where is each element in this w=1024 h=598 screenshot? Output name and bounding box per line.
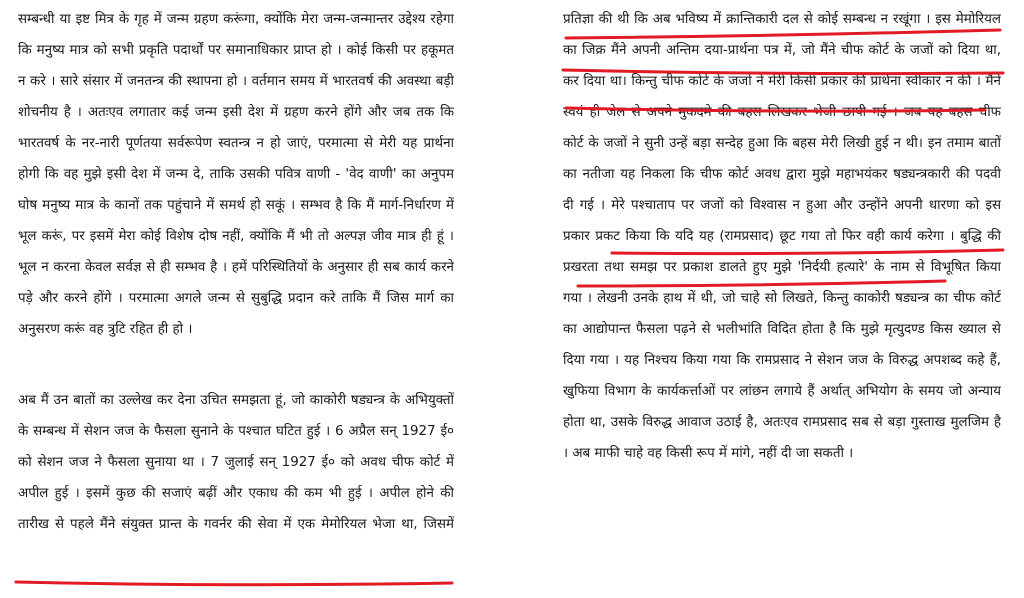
underline-mark	[16, 582, 452, 585]
text-line: प्रतिज्ञा की थी कि अब भविष्य में क्रान्तिकारी दल से कोई सम्बन्ध न रखूंगा । इस मेमोरियल	[563, 12, 1001, 27]
text-line: घोष मनुष्य मात्र के कानों तक पहुंचाने में समर्थ हो सकूं । सम्भव है कि मैं मार्ग-निर्धारण में	[18, 198, 454, 213]
text-line: गया । लेखनी उनके हाथ में थी, जो चाहे सो लिखते, किन्तु काकोरी षड्यन्त्र का चीफ कोर्ट	[563, 291, 1001, 306]
text-line: भूल करूं, पर इसमें मेरा कोई विशेष दोष नहीं, क्योंकि मैं भी तो अल्पज्ञ जीव मात्र ही हूं ।	[18, 229, 454, 244]
text-line: सम्बन्धी या इष्ट मित्र के गृह में जन्म ग्रहण करूंगा, क्योंकि मेरा जन्म-जन्मान्तर उद्देश्य रहेगा	[18, 12, 454, 27]
text-line: का नतीजा यह निकला कि चीफ कोर्ट अवध द्वारा मुझे महाभयंकर षड्यन्त्रकारी की पदवी	[563, 167, 1001, 182]
text-line: कर दिया था। किन्तु चीफ कोर्ट के जजों ने मेरी किसी प्रकार की प्रार्थना स्वीकार न की । मैंने	[563, 74, 1001, 89]
text-line: न करे । सारे संसार में जनतन्त्र की स्थापना हो । वर्तमान समय में भारतवर्ष की अवस्था बड़ी	[18, 74, 454, 89]
text-line: अपील हुई । इसमें कुछ की सजाएं बढ़ीं और एकाध की कम भी हुई । अपील होने की	[18, 486, 454, 501]
text-line: प्रकार प्रकट किया कि यदि यह (रामप्रसाद) छूट गया तो फिर वही कार्य करेगा । बुद्धि की	[563, 229, 1001, 244]
text-line: होता था, उसके विरुद्ध आवाज उठाई है, अतःएव रामप्रसाद सब से बड़ा गुस्ताख मुलजिम है	[563, 415, 1001, 430]
text-line: खुफिया विभाग के कार्यकर्त्ताओं पर लांछन लगाये हैं अर्थात् अभियोग के समय जो अन्याय	[563, 384, 1001, 399]
text-line: कि मनुष्य मात्र को सभी प्रकृति पदार्थों पर समानाधिकार प्राप्त हो । कोई किसी पर हकूमत	[18, 43, 454, 58]
text-line: कोर्ट के जजों ने सुनी उन्हें बड़ा सन्देह हुआ कि बहस मेरी लिखी हुई न थी। इन तमाम बातों	[563, 136, 1001, 151]
text-line: तारीख से पहले मैंने संयुक्त प्रान्त के गवर्नर की सेवा में एक मेमोरियल भेजा था, जिसमें	[18, 517, 454, 532]
text-line: अनुसरण करूं वह त्रुटि रहित ही हो ।	[18, 322, 193, 337]
text-line: पड़े और करने होंगे । परमात्मा अगले जन्म से सुबुद्धि प्रदान करे ताकि मैं जिस मार्ग का	[18, 291, 454, 306]
text-line: को सेशन जज ने फैसला सुनाया था । 7 जुलाई सन् 1927 ई० को अवध चीफ कोर्ट में	[18, 455, 454, 470]
text-line: के सम्बन्ध में सेशन जज के फैसला सुनाने के पश्चात घटित हुई । 6 अप्रैल सन् 1927 ई०	[18, 424, 454, 439]
text-line: दिया गया । यह निश्चय किया गया कि रामप्रसाद ने सेशन जज के विरुद्ध अपशब्द कहे हैं,	[563, 353, 1001, 368]
text-line: स्वयं ही जेल से अपने मुकदमे की बहस लिखकर भेजी छापी गई । जब यह बहस चीफ	[563, 105, 1001, 120]
text-line: प्रखरता तथा समझ पर प्रकाश डालते हुए मुझे 'निर्दयी हत्यारे' के नाम से विभूषित किया	[563, 260, 1001, 275]
text-line: । अब माफी चाहे वह किसी रूप में मांगे, नहीं दी जा सकती ।	[563, 446, 854, 461]
text-line: अब मैं उन बातों का उल्लेख कर देना उचित समझता हूं, जो काकोरी षड्यन्त्र के अभियुक्तों	[18, 393, 454, 408]
text-line: दी गई । मेरे पश्चाताप पर जजों को विश्वास न हुआ और उन्होंने अपनी धारणा को इस	[563, 198, 1001, 213]
text-line: शोचनीय है । अतःएव लगातार कई जन्म इसी देश में ग्रहण करने होंगे और जब तक कि	[18, 105, 454, 120]
text-line: का जिक्र मैंने अपनी अन्तिम दया-प्रार्थना पत्र में, जो मैंने चीफ कोर्ट के जजों को दिया था,	[563, 43, 1001, 58]
text-line: का आद्योपान्त फैसला पढ़ने से भलीभांति विदित होता है कि मुझे मृत्युदण्ड किस ख्याल से	[563, 322, 1001, 337]
text-line: भारतवर्ष के नर-नारी पूर्णतया सर्वरूपेण स्वतन्त्र न हो जाएं, परमात्मा से मेरी यह प्रार्थना	[18, 136, 454, 151]
text-line: भूल न करना केवल सर्वज्ञ से ही सम्भव है । हमें परिस्थितियों के अनुसार ही सब कार्य करने	[18, 260, 454, 275]
text-line: होगी कि वह मुझे इसी देश में जन्म दे, ताकि उसकी पवित्र वाणी - 'वेद वाणी' का अनुपम	[18, 167, 454, 182]
